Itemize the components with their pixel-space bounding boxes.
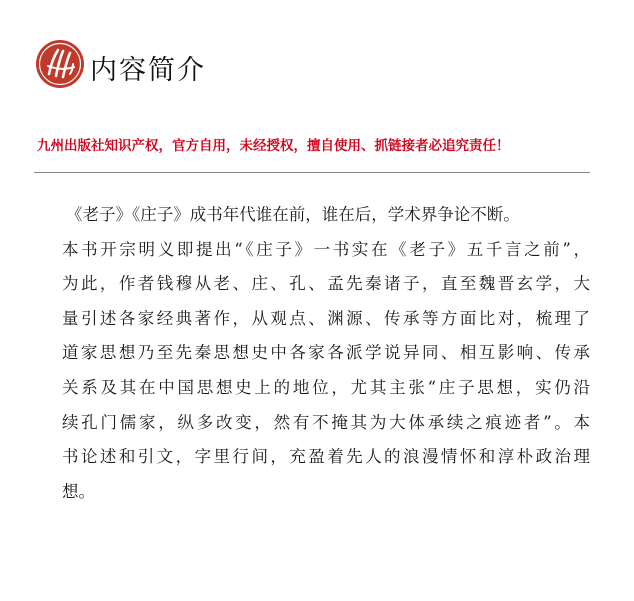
intro-line: 想。 (62, 481, 95, 501)
jiuzhou-press-seal-icon (34, 38, 86, 90)
intro-line: 关系及其在中国思想史上的地位，尤其主张“庄子思想，实仍沿 (62, 377, 590, 397)
intro-line: 为此，作者钱穆从老、庄、孔、孟先秦诸子，直至魏晋玄学，大 (62, 274, 590, 294)
intro-paragraph (62, 198, 590, 509)
section-header (34, 34, 206, 94)
intro-line: 道家思想乃至先秦思想史中各家各派学说异同、相互影响、传承 (62, 343, 590, 363)
intro-line: 《老子》《庄子》成书年代谁在前，谁在后，学术界争论不断。 (66, 205, 520, 224)
copyright-notice: 九州出版社知识产权，官方自用，未经授权，擅自使用、抓链接者必追究责任！ (37, 138, 510, 154)
intro-line: 续孔门儒家，纵多改变，然有不掩其为大体承续之痕迹者”。本 (62, 412, 590, 432)
intro-line: 书论述和引文，字里行间，充盈着先人的浪漫情怀和淳朴政治理 (62, 447, 590, 467)
intro-line: 本书开宗明义即提出“《庄子》一书实在《老子》五千言之前”， (62, 239, 590, 259)
intro-line: 量引述各家经典著作，从观点、渊源、传承等方面比对，梳理了 (62, 308, 590, 328)
divider (34, 172, 590, 173)
page-title: 内容简介 (90, 54, 206, 86)
